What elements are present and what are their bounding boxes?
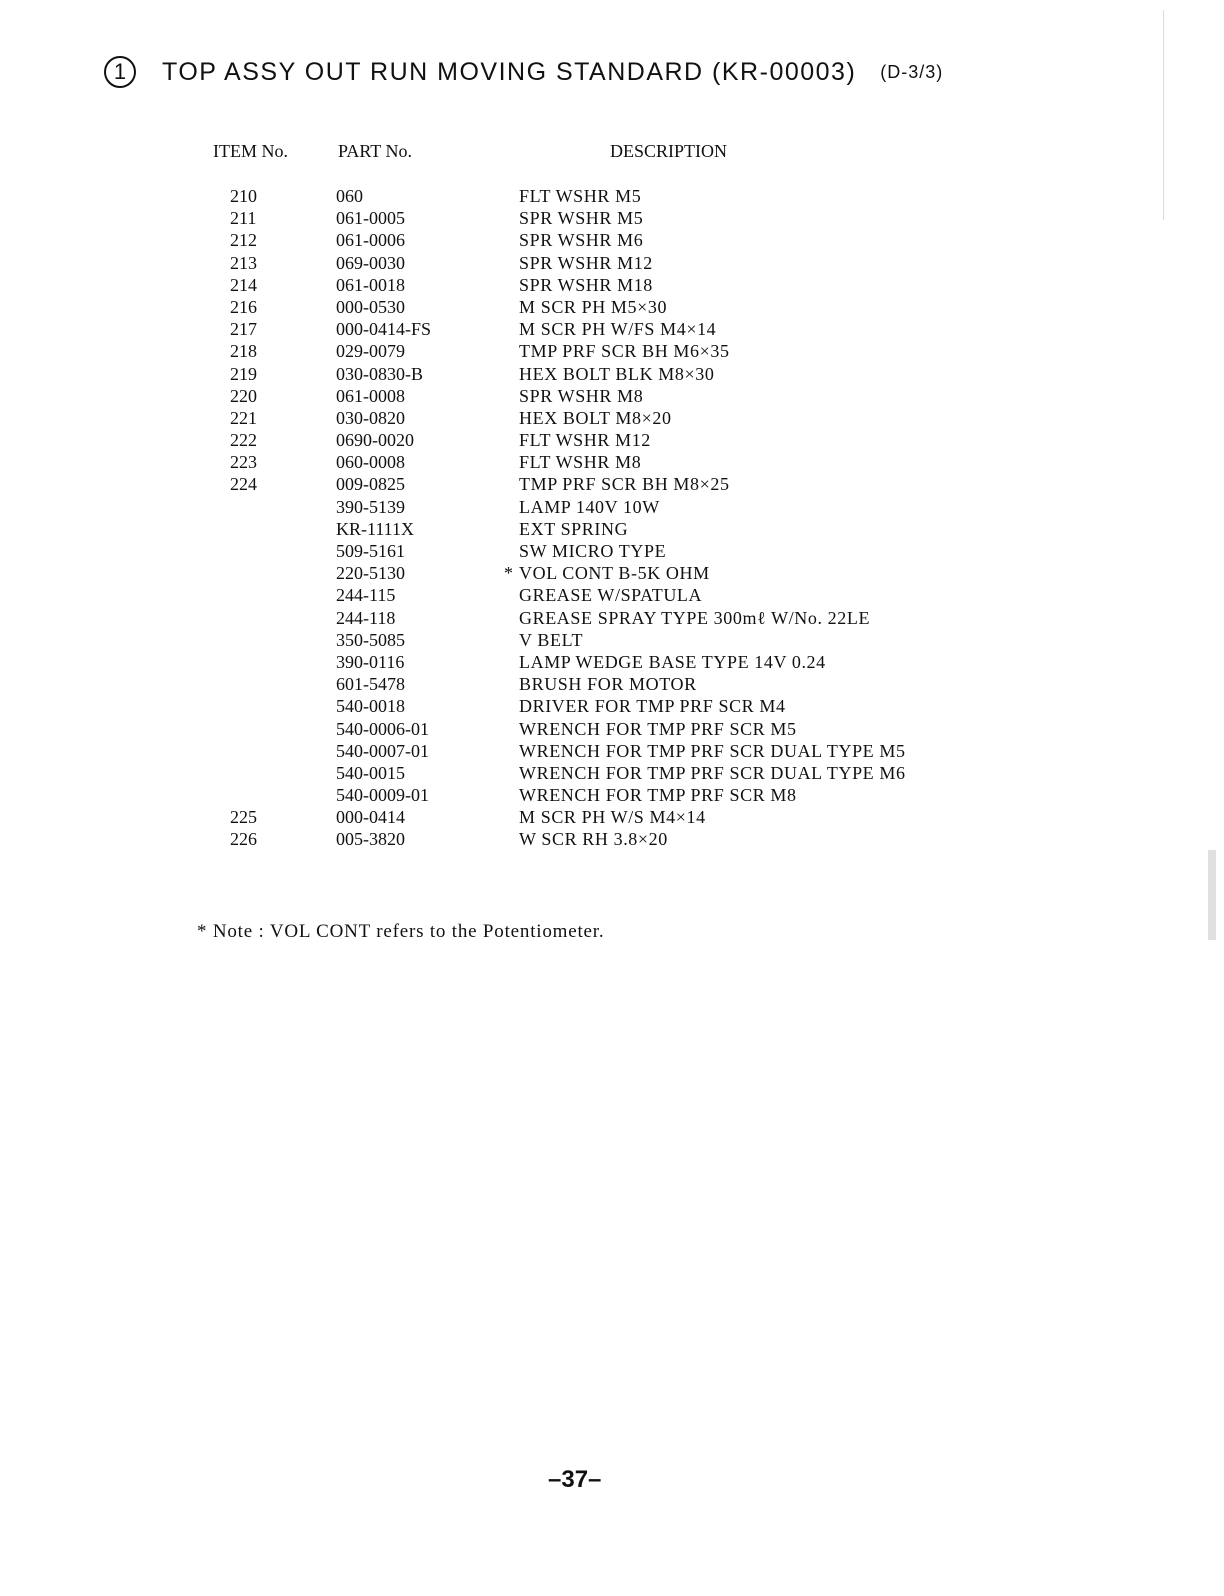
table-row	[0, 319, 1224, 341]
description: M SCR PH W/S M4×14	[519, 807, 706, 828]
item-number: 218	[230, 341, 257, 362]
table-row	[0, 230, 1224, 252]
item-number: 212	[230, 230, 257, 251]
table-row	[0, 275, 1224, 297]
table-row	[0, 541, 1224, 563]
section-header	[104, 56, 943, 88]
part-number: 030-0820	[336, 407, 405, 428]
description: SPR WSHR M5	[519, 208, 644, 229]
description: SW MICRO TYPE	[519, 541, 667, 561]
part-number: 000-0414-FS	[336, 319, 432, 340]
description: WRENCH FOR TMP PRF SCR DUAL TYPE M6	[519, 762, 906, 783]
item-number: 221	[230, 407, 257, 428]
description: BRUSH FOR MOTOR	[519, 674, 697, 695]
drawing-code: (D-3/3)	[880, 61, 944, 82]
part-number: 390-0116	[336, 651, 405, 672]
table-row	[0, 208, 1224, 230]
item-number: 226	[230, 829, 257, 850]
table-row	[0, 341, 1224, 363]
table-row	[0, 608, 1224, 630]
table-row	[0, 829, 1224, 851]
description: SPR WSHR M18	[519, 274, 653, 295]
item-number: 224	[230, 474, 257, 495]
page-title: TOP ASSY OUT RUN MOVING STANDARD (KR-00003)	[162, 57, 857, 86]
part-number: 061-0005	[336, 208, 405, 229]
part-number: 061-0006	[336, 230, 405, 251]
table-row	[0, 785, 1224, 807]
description: GREASE SPRAY TYPE 300mℓ W/No. 22LE	[519, 607, 871, 628]
description: WRENCH FOR TMP PRF SCR M5	[519, 718, 797, 739]
description: M SCR PH W/FS M4×14	[519, 319, 717, 340]
table-row	[0, 297, 1224, 319]
page-number: –37–	[548, 1466, 602, 1493]
part-number: 030-0830-B	[336, 363, 423, 384]
description: WRENCH FOR TMP PRF SCR M8	[519, 785, 797, 806]
description: GREASE W/SPATULA	[519, 585, 703, 606]
description: LAMP WEDGE BASE TYPE 14V 0.24	[519, 651, 826, 672]
description: HEX BOLT BLK M8×30	[519, 363, 715, 384]
table-row	[0, 497, 1224, 519]
footnote: * Note : VOL CONT refers to the Potentiometer.	[197, 921, 605, 942]
part-number: 509-5161	[336, 541, 405, 561]
table-row	[0, 474, 1224, 496]
description: HEX BOLT M8×20	[519, 407, 672, 428]
description: FLT WSHR M12	[519, 430, 651, 451]
note-mark: *	[504, 563, 513, 584]
part-number: 244-115	[336, 585, 396, 606]
description: VOL CONT B-5K OHM	[519, 563, 710, 584]
item-number: 210	[230, 186, 257, 206]
part-number: KR-1111X	[336, 518, 414, 539]
table-row	[0, 430, 1224, 452]
part-number: 069-0030	[336, 252, 405, 273]
part-number: 244-118	[336, 607, 396, 628]
item-number: 225	[230, 807, 257, 828]
item-number: 223	[230, 452, 257, 473]
table-row	[0, 696, 1224, 718]
table-row	[0, 630, 1224, 652]
item-number: 220	[230, 385, 257, 406]
table-row	[0, 452, 1224, 474]
part-number: 601-5478	[336, 674, 405, 695]
description: SPR WSHR M6	[519, 230, 644, 251]
part-number: 540-0018	[336, 696, 405, 717]
scan-artifact	[1163, 10, 1164, 220]
section-number: 1	[113, 59, 127, 84]
description: V BELT	[519, 629, 584, 650]
description: FLT WSHR M8	[519, 452, 642, 473]
item-number: 222	[230, 430, 257, 451]
part-number: 000-0414	[336, 807, 405, 828]
description: LAMP 140V 10W	[519, 496, 660, 517]
table-row	[0, 519, 1224, 541]
table-row	[0, 563, 1224, 585]
section-number-circle	[104, 56, 136, 88]
part-number: 350-5085	[336, 629, 405, 650]
table-row	[0, 719, 1224, 741]
part-number: 000-0530	[336, 296, 405, 317]
description: TMP PRF SCR BH M6×35	[519, 341, 730, 362]
table-row	[0, 807, 1224, 829]
description: M SCR PH M5×30	[519, 296, 668, 317]
description: FLT WSHR M5	[519, 186, 642, 206]
table-row	[0, 741, 1224, 763]
part-number: 540-0015	[336, 762, 405, 783]
description: DRIVER FOR TMP PRF SCR M4	[519, 696, 786, 717]
description: W SCR RH 3.8×20	[519, 829, 668, 850]
part-number: 0690-0020	[336, 430, 414, 451]
column-header-part: PART No.	[338, 141, 412, 161]
item-number: 216	[230, 296, 257, 317]
parts-table	[0, 186, 1224, 852]
item-number: 211	[230, 208, 257, 229]
part-number: 029-0079	[336, 341, 405, 362]
description: EXT SPRING	[519, 518, 629, 539]
item-number: 217	[230, 319, 257, 340]
column-header-item: ITEM No.	[213, 141, 288, 161]
description: SPR WSHR M12	[519, 252, 653, 273]
part-number: 060-0008	[336, 452, 405, 473]
table-row	[0, 408, 1224, 430]
description: TMP PRF SCR BH M8×25	[519, 474, 730, 495]
table-row	[0, 585, 1224, 607]
table-row	[0, 674, 1224, 696]
part-number: 061-0018	[336, 274, 405, 295]
item-number: 214	[230, 274, 257, 295]
part-number: 540-0007-01	[336, 740, 429, 761]
table-row	[0, 386, 1224, 408]
part-number: 009-0825	[336, 474, 405, 495]
table-row	[0, 652, 1224, 674]
part-number: 220-5130	[336, 563, 405, 584]
part-number: 060	[336, 186, 363, 206]
part-number: 005-3820	[336, 829, 405, 850]
part-number: 540-0009-01	[336, 785, 429, 806]
description: SPR WSHR M8	[519, 385, 644, 406]
item-number: 219	[230, 363, 257, 384]
part-number: 390-5139	[336, 496, 405, 517]
table-row	[0, 364, 1224, 386]
column-header-description: DESCRIPTION	[610, 141, 728, 161]
table-row	[0, 763, 1224, 785]
description: WRENCH FOR TMP PRF SCR DUAL TYPE M5	[519, 740, 906, 761]
scan-artifact	[1208, 850, 1216, 940]
part-number: 540-0006-01	[336, 718, 429, 739]
item-number: 213	[230, 252, 257, 273]
part-number: 061-0008	[336, 385, 405, 406]
table-row	[0, 186, 1224, 208]
table-row	[0, 253, 1224, 275]
